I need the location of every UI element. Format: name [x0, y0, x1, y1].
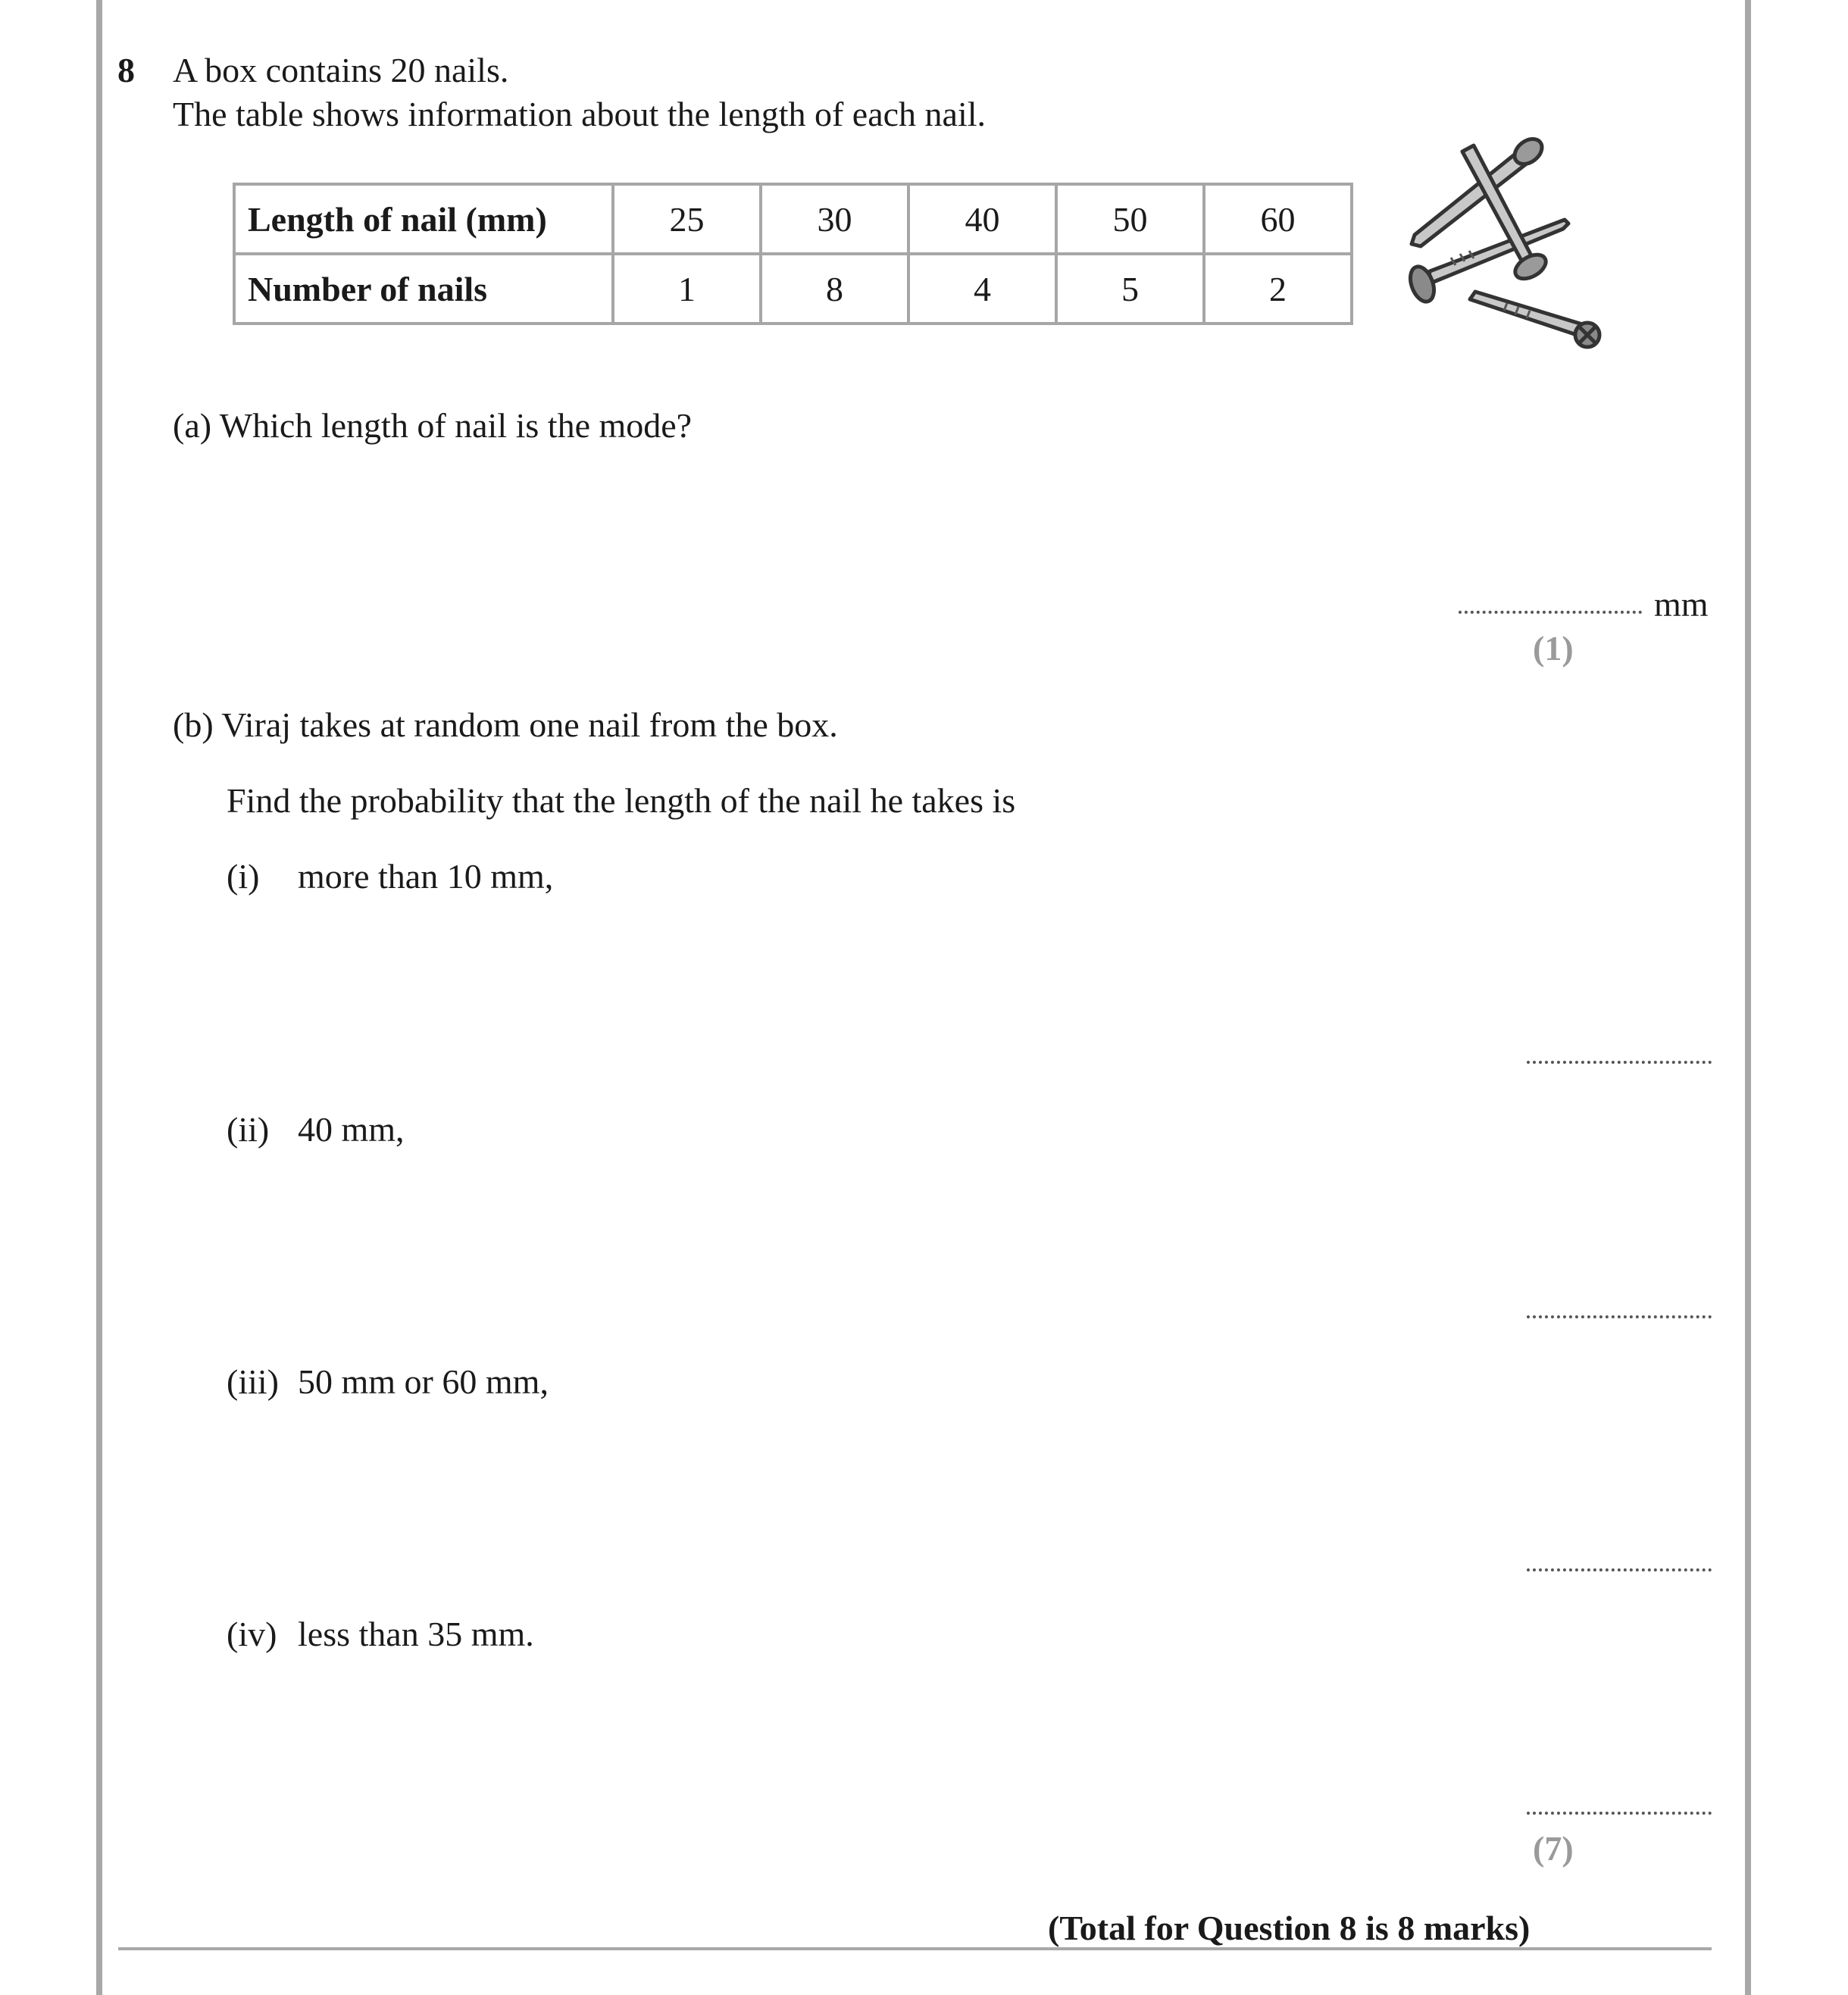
subpart-text: more than 10 mm, — [298, 857, 554, 896]
length-cell: 40 — [908, 184, 1056, 254]
question-number: 8 — [117, 51, 135, 89]
subpart-label: (i) — [227, 857, 260, 896]
subpart-label: (iii) — [227, 1362, 279, 1401]
part-b-question: (b) Viraj takes at random one nail from the box. — [173, 705, 838, 744]
count-cell: 8 — [761, 254, 908, 324]
left-margin-rule — [96, 0, 102, 1995]
count-cell: 1 — [613, 254, 761, 324]
question-total: (Total for Question 8 is 8 marks) — [1048, 1909, 1531, 1947]
table-row — [234, 184, 1352, 254]
question-intro-line1: A box contains 20 nails. — [173, 51, 509, 89]
length-cell: 60 — [1204, 184, 1352, 254]
row-header-count: Number of nails — [234, 254, 613, 324]
answer-line-a[interactable] — [1459, 611, 1642, 614]
right-margin-rule — [1745, 0, 1751, 1995]
subpart-text: less than 35 mm. — [298, 1615, 534, 1653]
question-intro-line2: The table shows information about the length of each nail. — [173, 95, 987, 133]
count-cell: 4 — [908, 254, 1056, 324]
part-a-unit: mm — [1654, 585, 1709, 624]
bottom-divider — [118, 1947, 1712, 1950]
part-b-marks: (7) — [1533, 1829, 1574, 1868]
count-cell: 2 — [1204, 254, 1352, 324]
length-cell: 50 — [1056, 184, 1204, 254]
length-cell: 30 — [761, 184, 908, 254]
subpart-label: (iv) — [227, 1615, 277, 1653]
count-cell: 5 — [1056, 254, 1204, 324]
part-a-question: (a) Which length of nail is the mode? — [173, 406, 693, 445]
answer-line-b-ii[interactable] — [1527, 1315, 1712, 1318]
subpart-text: 50 mm or 60 mm, — [298, 1362, 549, 1401]
length-cell: 25 — [613, 184, 761, 254]
part-a-marks: (1) — [1533, 629, 1574, 668]
subpart-label: (ii) — [227, 1110, 270, 1149]
row-header-length: Length of nail (mm) — [234, 184, 613, 254]
answer-line-b-iii[interactable] — [1527, 1568, 1712, 1571]
part-b-instruction: Find the probability that the length of the nail he takes is — [227, 781, 1016, 820]
nail-data-table — [233, 183, 1353, 325]
answer-line-b-iv[interactable] — [1527, 1812, 1712, 1815]
answer-line-b-i[interactable] — [1527, 1061, 1712, 1064]
nails-illustration-icon — [1383, 129, 1625, 364]
subpart-text: 40 mm, — [298, 1110, 405, 1149]
table-row — [234, 254, 1352, 324]
